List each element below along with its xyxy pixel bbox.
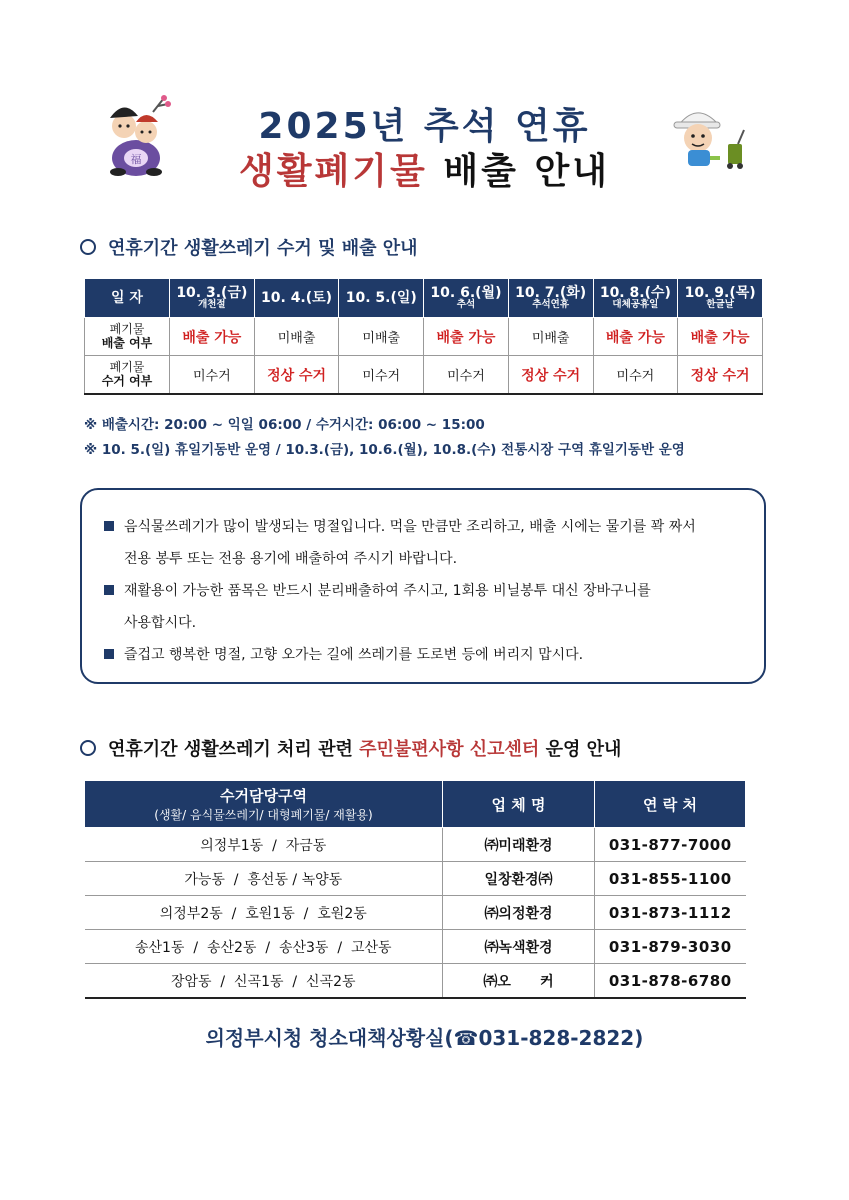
schedule-cell: 배출 가능 [593,318,678,356]
section2-heading [80,735,621,761]
schedule-col-header [593,279,678,318]
section1-heading-text: 연휴기간 생활쓰레기 수거 및 배출 안내 [108,238,418,259]
col-date: 10. 6.(월) [430,284,502,301]
company-cell: ㈜의정환경 [443,896,595,930]
phone-cell: 031-878-6780 [595,964,746,999]
schedule-cell: 배출 가능 [170,318,255,356]
row-label-line2: 배출 여부 [101,335,153,350]
col-date: 10. 7.(화) [515,284,587,301]
contact-table [84,780,746,999]
area-header-sub: (생활/ 음식물쓰레기/ 대형폐기물/ 재활용) [154,808,373,822]
area-header-label: 수거담당구역 [220,787,307,805]
schedule-cell: 배출 가능 [424,318,509,356]
notice-item [104,580,651,600]
schedule-cell: 정상 수거 [678,356,763,395]
schedule-cell: 미수거 [339,356,424,395]
svg-text:福: 福 [130,153,142,166]
schedule-cell: 미수거 [424,356,509,395]
col-date: 10. 4.(토) [261,289,333,306]
area-cell: 의정부1동 / 자금동 [85,828,443,862]
contact-row [85,862,746,896]
notice-text: 음식물쓰레기가 많이 발생되는 명절입니다. 먹을 만큼만 조리하고, 배출 시에는 물기를 꽉 짜서 [124,519,696,535]
phone-cell: 031-873-1112 [595,896,746,930]
col-date: 10. 8.(수) [599,284,671,301]
schedule-col-header [678,279,763,318]
schedule-corner: 일 자 [85,279,170,318]
schedule-col-header [339,279,424,318]
notice-box [80,488,766,684]
col-date: 10. 3.(금) [176,284,248,301]
subtitle-highlight: 생활폐기물 [238,151,428,192]
company-cell: ㈜미래환경 [443,828,595,862]
area-cell: 장암동 / 신곡1동 / 신곡2동 [85,964,443,999]
page-title: 2025년 추석 연휴 [258,106,591,147]
note-times: ※ 배출시간: 20:00 ~ 익일 06:00 / 수거시간: 06:00 ~ 15:00 [84,417,485,433]
col-holiday: 한글날 [706,299,734,311]
square-bullet-icon [104,521,114,531]
schedule-cell: 미수거 [170,356,255,395]
schedule-col-header [508,279,593,318]
schedule-cell: 배출 가능 [678,318,763,356]
schedule-row [85,318,763,356]
notice-text: 재활용이 가능한 품목은 반드시 분리배출하여 주시고, 1회용 비닐봉투 대신 장바구니를 [124,583,651,599]
col-date: 10. 5.(일) [345,289,417,306]
contact-row [85,930,746,964]
note-mobile-team: ※ 10. 5.(일) 휴일기동반 운영 / 10.3.(금), 10.6.(월), 10.8.(수) 전통시장 구역 휴일기동반 운영 [84,442,685,458]
company-header: 업 체 명 [443,781,595,828]
schedule-col-header [254,279,339,318]
schedule-cell: 미배출 [339,318,424,356]
section2-post: 운영 안내 [545,739,622,760]
area-cell: 송산1동 / 송산2동 / 송산3동 / 고산동 [85,930,443,964]
notice-item [104,516,696,536]
circle-bullet-icon [80,239,96,255]
contact-row [85,896,746,930]
schedule-cell: 미배출 [508,318,593,356]
row-label-line1: 폐기물 [109,321,145,336]
phone-cell: 031-877-7000 [595,828,746,862]
phone-cell: 031-855-1100 [595,862,746,896]
schedule-cell: 정상 수거 [254,356,339,395]
col-holiday: 개천절 [198,299,226,311]
notice-item-cont: 사용합시다. [124,615,197,631]
schedule-table [84,278,763,395]
area-cell: 가능동 / 흥선동 / 녹양동 [85,862,443,896]
company-cell: ㈜녹색환경 [443,930,595,964]
square-bullet-icon [104,649,114,659]
footer-contact: 의정부시청 청소대책상황실(☎031-828-2822) [205,1026,644,1050]
schedule-col-header [170,279,255,318]
row-label-line1: 폐기물 [109,359,145,374]
row-label [85,356,170,395]
company-cell: 일창환경㈜ [443,862,595,896]
company-cell: ㈜오 커 [443,964,595,999]
notice-text: 즐겁고 행복한 명절, 고향 오가는 길에 쓰레기를 도로변 등에 버리지 맙시다. [124,647,584,663]
contact-header-row [85,781,746,828]
section2-pre: 연휴기간 생활쓰레기 처리 관련 [108,739,353,760]
contact-row [85,964,746,999]
schedule-cell: 미수거 [593,356,678,395]
square-bullet-icon [104,585,114,595]
notice-item-cont: 전용 봉투 또는 전용 용기에 배출하여 주시기 바랍니다. [124,551,458,567]
phone-cell: 031-879-3030 [595,930,746,964]
col-holiday: 대체공휴일 [612,299,659,311]
schedule-row [85,356,763,395]
area-header [85,781,443,828]
col-holiday: 추석연휴 [532,299,570,311]
subtitle-rest: 배출 안내 [443,151,611,192]
row-label-line2: 수거 여부 [101,373,153,388]
schedule-col-header [424,279,509,318]
col-holiday: 추석 [456,299,476,311]
area-cell: 의정부2동 / 호원1동 / 호원2동 [85,896,443,930]
page-subtitle [0,143,849,194]
contact-row [85,828,746,862]
row-label [85,318,170,356]
col-date: 10. 9.(목) [684,284,756,301]
schedule-cell: 정상 수거 [508,356,593,395]
notice-item [104,644,583,664]
section2-highlight: 주민불편사항 신고센터 [359,739,540,760]
schedule-header-row [85,279,763,318]
schedule-cell: 미배출 [254,318,339,356]
section1-heading [80,234,418,260]
circle-bullet-icon [80,740,96,756]
phone-header: 연 락 처 [595,781,746,828]
